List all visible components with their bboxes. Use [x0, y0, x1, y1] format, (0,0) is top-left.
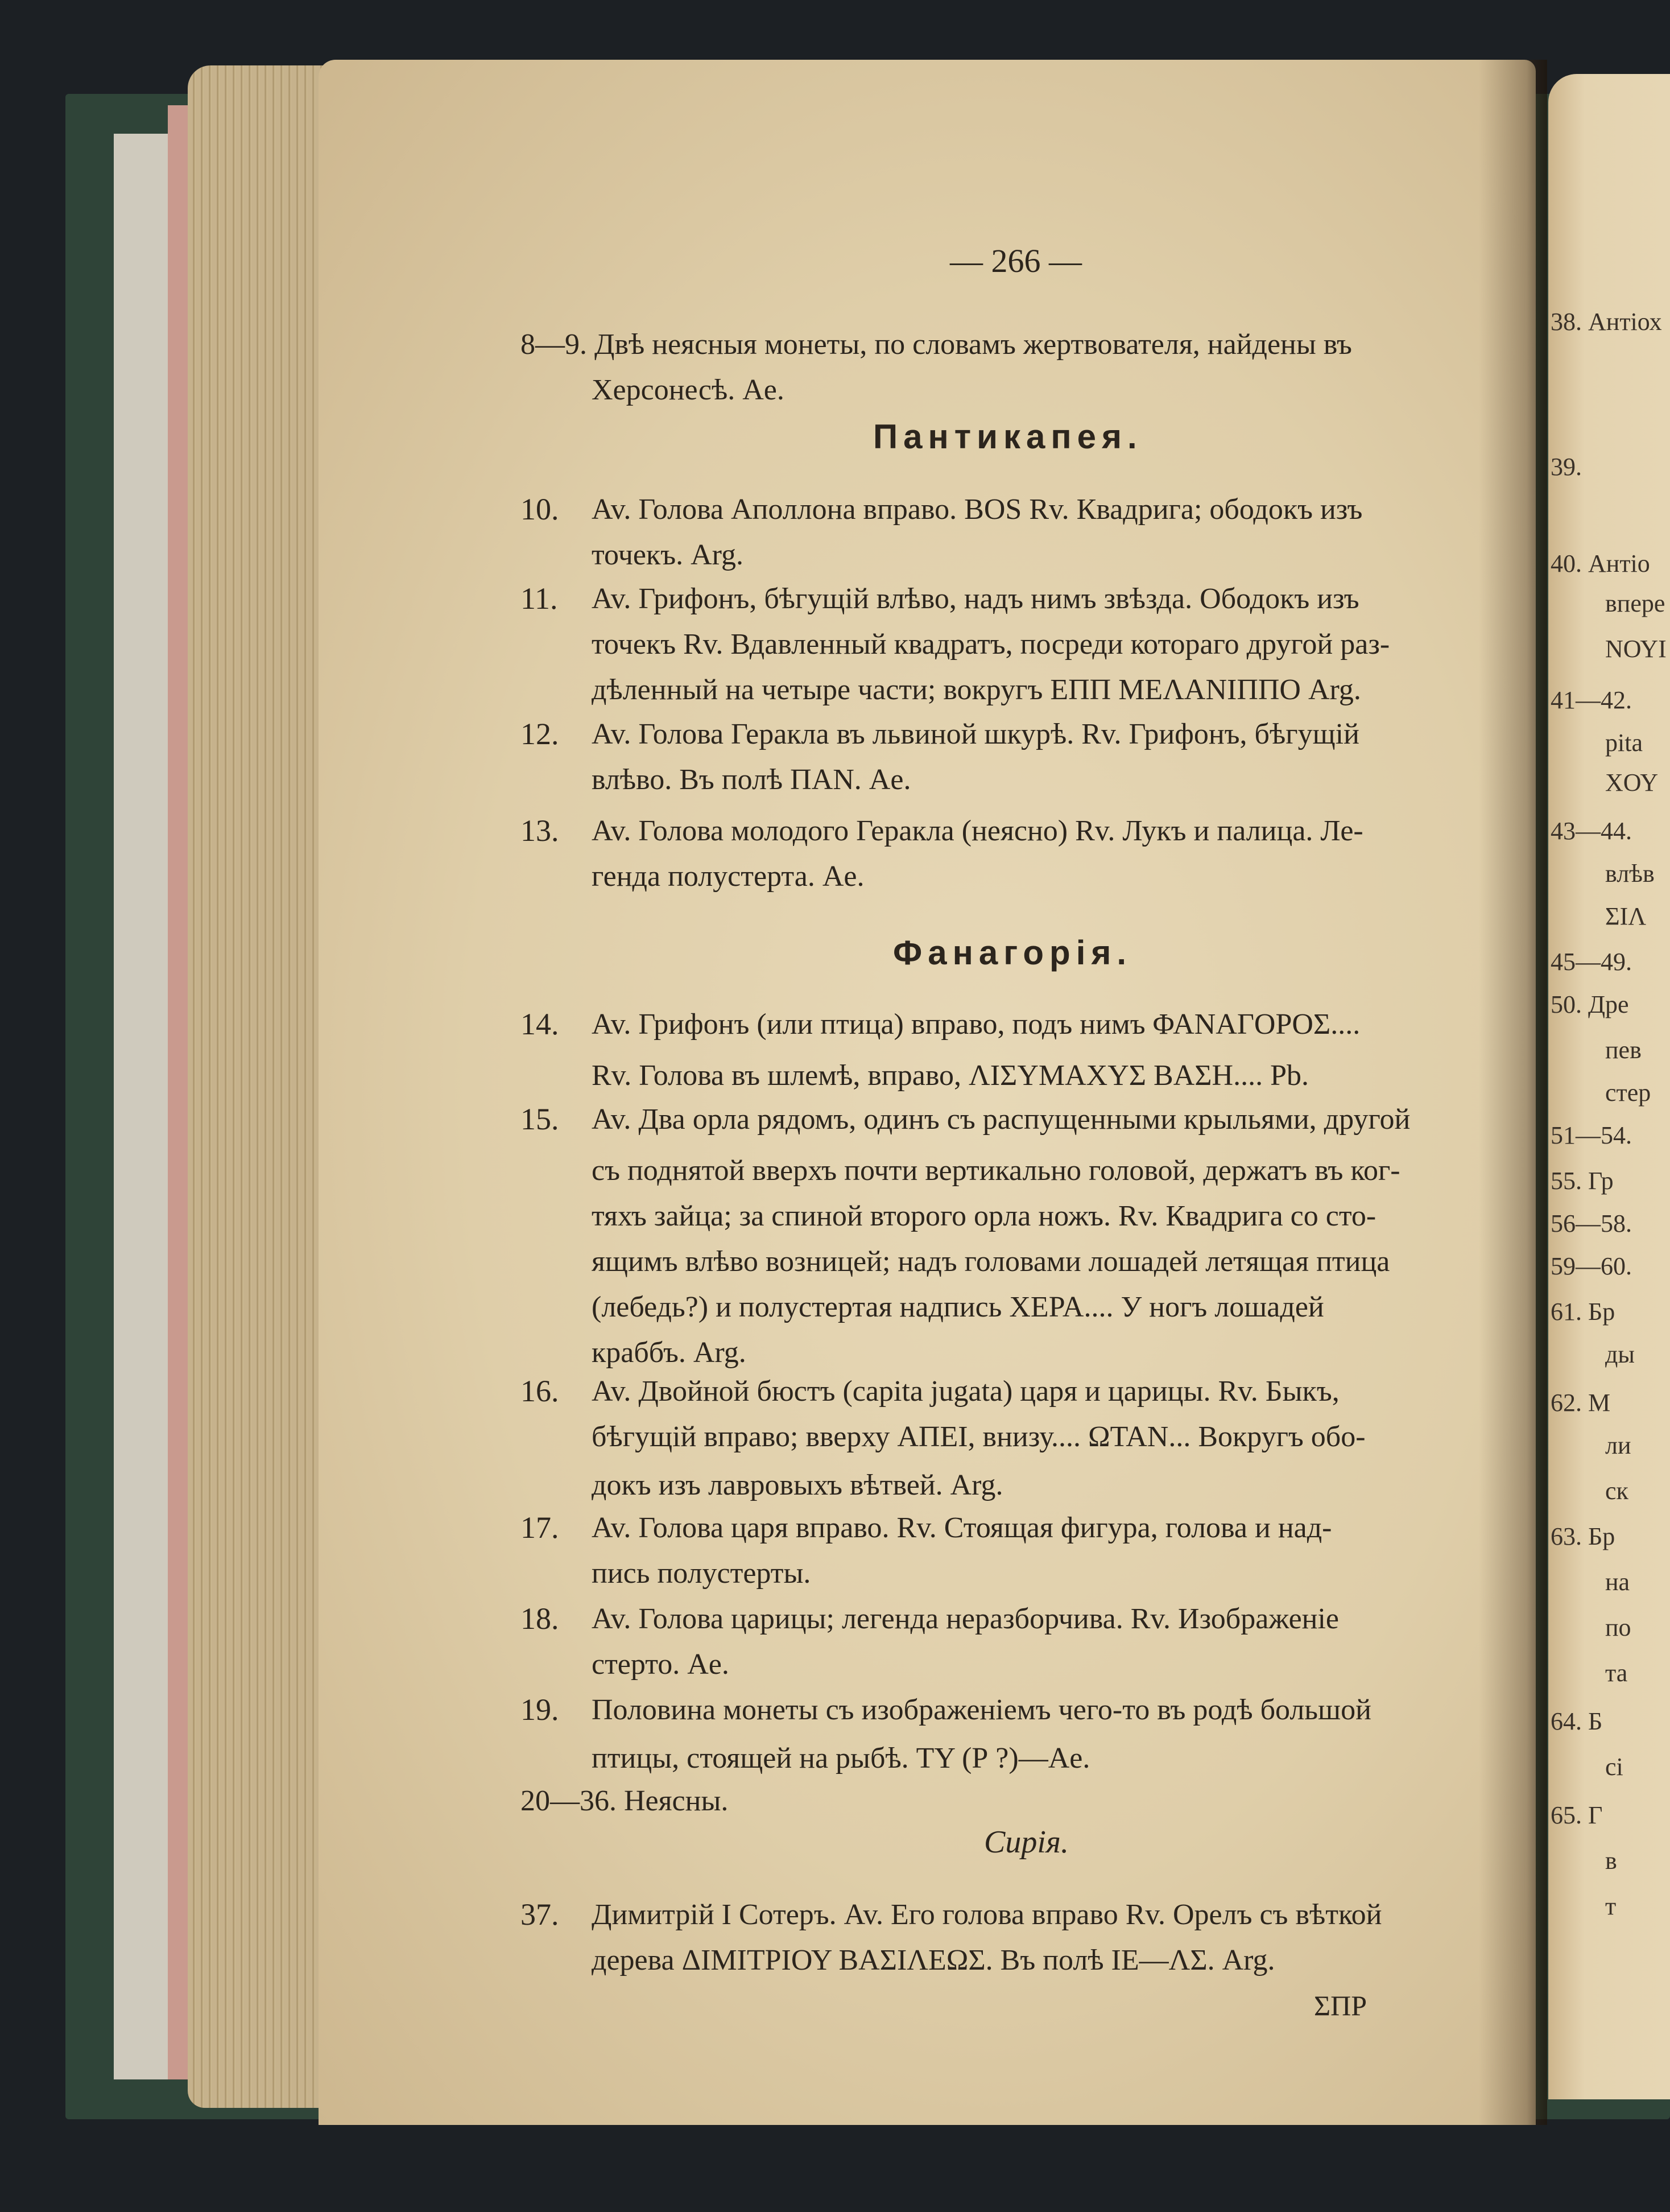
text-line: Av. Грифонъ (или птица) вправо, подъ нимъ ΦΑΝΑΓΟΡΟΣ....: [592, 1008, 1361, 1041]
entry-number: 19.: [520, 1693, 559, 1727]
text-line: птицы, стоящей на рыбѣ. ΤΥ (Р ?)—Ae.: [592, 1742, 1090, 1774]
right-fragment: 62. М: [1551, 1389, 1611, 1417]
right-fragment: 61. Бр: [1551, 1298, 1615, 1326]
right-fragment: ды: [1605, 1340, 1635, 1368]
right-fragment: 38. Антіох: [1551, 308, 1662, 336]
text-line: Av. Голова Аполлона вправо. BOS Rv. Квадрига; ободокъ изъ: [592, 493, 1363, 526]
right-fragment: 40. Антіо: [1551, 550, 1650, 577]
entry-number: 14.: [520, 1007, 559, 1041]
right-fragment: ΣΙΛ: [1605, 902, 1647, 930]
text-line: Av. Голова Геракла въ львиной шкурѣ. Rv. Грифонъ, бѣгущій: [592, 718, 1359, 750]
right-fragment: по: [1605, 1613, 1631, 1641]
right-fragment: на: [1605, 1568, 1630, 1596]
right-fragment: 65. Г: [1551, 1801, 1603, 1829]
entry-number: 10.: [520, 492, 559, 526]
text-line: Av. Голова молодого Геракла (неясно) Rv. Лукъ и палица. Ле-: [592, 815, 1363, 847]
right-fragment: 45—49.: [1551, 948, 1632, 976]
right-fragment: 50. Дре: [1551, 991, 1629, 1018]
text-line: Димитрій I Сотеръ. Av. Его голова вправо Rv. Орелъ съ вѣткой: [592, 1899, 1382, 1931]
entry-number: 11.: [520, 581, 558, 616]
right-fragment: та: [1605, 1659, 1628, 1687]
right-fragment: ΝΟΥΙ: [1605, 635, 1667, 663]
text-line: Av. Два орла рядомъ, одинъ съ распущенными крыльями, другой: [592, 1103, 1411, 1136]
right-fragment: впере: [1605, 589, 1665, 617]
text-line: Av. Грифонъ, бѣгущій влѣво, надъ нимъ звѣзда. Ободокъ изъ: [592, 583, 1359, 615]
entry-number: 15.: [520, 1102, 559, 1136]
entry-number: 16.: [520, 1374, 559, 1408]
right-fragment: ск: [1605, 1477, 1628, 1505]
text-line: ящимъ влѣво возницей; надъ головами лошадей летящая птица: [592, 1245, 1390, 1278]
text-line: влѣво. Въ полѣ ΠΑΝ. Ae.: [592, 764, 911, 796]
entry-number: 18.: [520, 1602, 559, 1636]
entry-number: 13.: [520, 814, 559, 848]
section-heading: Пантикапея.: [873, 418, 1143, 456]
text-line: Rv. Голова въ шлемѣ, вправо, ΛΙΣΥΜΑΧΥΣ ΒΑΣΗ.... Pb.: [592, 1059, 1309, 1092]
text-line: 20—36. Неясны.: [520, 1785, 729, 1817]
right-fragment: ΧΟΥ: [1605, 769, 1659, 797]
right-fragment: 41—42.: [1551, 686, 1632, 714]
right-fragment: 59—60.: [1551, 1252, 1632, 1280]
right-fragment: ли: [1605, 1431, 1631, 1459]
section-heading: Фанагорія.: [893, 934, 1132, 972]
text-line: съ поднятой вверхъ почти вертикально головой, держатъ въ ког-: [592, 1154, 1400, 1187]
text-line: стерто. Ae.: [592, 1648, 729, 1681]
right-page: [1548, 74, 1670, 2099]
entry-number: 37.: [520, 1897, 559, 1932]
entry-number: 12.: [520, 717, 559, 751]
text-line: Av. Голова царицы; легенда неразборчива. Rv. Изображеніе: [592, 1603, 1340, 1635]
right-fragment: в: [1605, 1847, 1617, 1875]
entry-number: 17.: [520, 1511, 559, 1545]
text-line: бѣгущій вправо; вверху ΑΠΕΙ, внизу.... ΩΤΑΝ... Вокругъ обо-: [592, 1421, 1366, 1453]
right-fragment: 55. Гр: [1551, 1167, 1614, 1195]
right-fragment: pita: [1605, 729, 1643, 757]
text-line: тяхъ зайца; за спиной второго орла ножъ. Rv. Квадрига со сто-: [592, 1200, 1376, 1232]
right-fragment: 63. Бр: [1551, 1522, 1615, 1550]
signature-mark: ΣΠΡ: [1314, 1990, 1367, 2021]
text-line: Av. Голова царя вправо. Rv. Стоящая фигура, голова и над-: [592, 1512, 1332, 1544]
text-line: генда полустерта. Ae.: [592, 860, 865, 893]
text-line: Херсонесѣ. Ae.: [592, 374, 784, 406]
right-fragment: влѣв: [1605, 860, 1655, 888]
text-line: краббъ. Arg.: [592, 1336, 746, 1369]
text-line: пись полустерты.: [592, 1557, 811, 1590]
text-line: дѣленный на четыре части; вокругъ ЕПП МЕΛΑΝΙΠΠΟ Arg.: [592, 674, 1361, 706]
right-fragment: сі: [1605, 1753, 1623, 1781]
text-line: Av. Двойной бюстъ (capita jugata) царя и царицы. Rv. Быкъ,: [592, 1375, 1340, 1408]
text-line: дерева ΔΙΜΙΤΡΙΟΥ ΒΑΣΙΛΕΩΣ. Въ полѣ ΙΕ—ΛΣ. Arg.: [592, 1944, 1275, 1976]
right-fragment: 56—58.: [1551, 1210, 1632, 1237]
right-fragment: 43—44.: [1551, 817, 1632, 845]
text-line: 8—9. Двѣ неясныя монеты, по словамъ жертвователя, найдены въ: [520, 328, 1352, 361]
right-fragment: 64. Б: [1551, 1707, 1603, 1735]
right-fragment: 51—54.: [1551, 1121, 1632, 1149]
text-line: точекъ. Arg.: [592, 539, 744, 571]
left-page: [319, 60, 1536, 2125]
right-fragment: пев: [1605, 1036, 1642, 1064]
text-line: докъ изъ лавровыхъ вѣтвей. Arg.: [592, 1469, 1003, 1501]
page-number-header: — 266 —: [950, 242, 1082, 279]
section-subheading: Сирія.: [984, 1825, 1069, 1860]
right-fragment: т: [1605, 1892, 1617, 1920]
book-gutter: [1479, 60, 1547, 2125]
text-line: Половина монеты съ изображеніемъ чего-то въ родѣ большой: [592, 1694, 1371, 1726]
right-fragment: 39.: [1551, 453, 1582, 481]
right-fragment: стер: [1605, 1079, 1651, 1107]
text-line: точекъ Rv. Вдавленный квадратъ, посреди котораго другой раз-: [592, 628, 1390, 661]
text-line: (лебедь?) и полустертая надпись ΧΕΡΑ.... У ногъ лошадей: [592, 1291, 1324, 1323]
